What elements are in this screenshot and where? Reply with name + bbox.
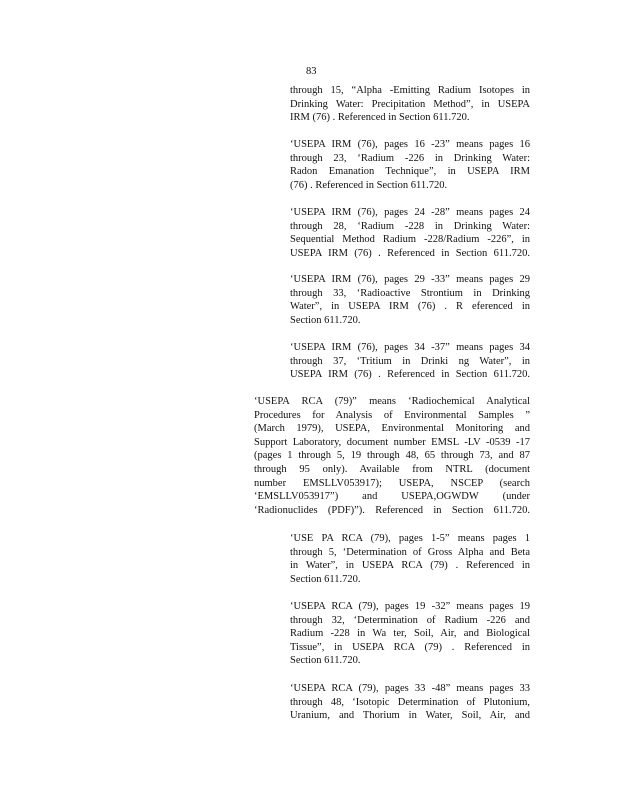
text-line: Tissue”, in USEPA RCA (79) . Referenced in <box>290 641 530 653</box>
text-line: Support Laboratory, document number EMSL -LV -0539 -17 <box>254 436 530 448</box>
text-line: ‘Radionuclides (PDF)”). Referenced in Section 611.720. <box>254 504 530 516</box>
text-line: ‘USE PA RCA (79), pages 1-5” means pages 1 <box>290 533 530 544</box>
text-line: through 28, ‘Radium -228 in Drinking Water: <box>290 220 530 232</box>
text-line: ‘USEPA IRM (76), pages 16 -23” means pages 16 <box>290 139 530 150</box>
text-line: through 23, ‘Radium -226 in Drinking Water: <box>290 152 530 164</box>
text-line: ‘USEPA RCA (79), pages 33 -48” means pages 33 <box>290 683 530 694</box>
text-line: Drinking Water: Precipitation Method”, in USEPA <box>290 98 530 110</box>
text-line: through 33, ‘Radioactive Strontium in Drinking <box>290 287 530 299</box>
text-line: through 37, ‘Tritium in Drinki ng Water”, in <box>290 355 530 367</box>
text-line: ‘USEPA RCA (79), pages 19 -32” means pages 19 <box>290 601 530 612</box>
text-line: (pages 1 through 5, 19 through 48, 65 through 73, and 87 <box>254 450 530 462</box>
text-line: in Water”, in USEPA RCA (79) . Referenced in <box>290 560 530 572</box>
text-line: IRM (76) . Referenced in Section 611.720. <box>290 112 470 124</box>
definition-paragraph-6 <box>290 532 530 586</box>
text-line: ‘USEPA IRM (76), pages 34 -37” means pages 34 <box>290 342 530 353</box>
definition-paragraph-3 <box>290 206 530 260</box>
text-line: ‘USEPA IRM (76), pages 29 -33” means pages 29 <box>290 274 530 285</box>
text-line: Radium -228 in Wa ter, Soil, Air, and Biological <box>290 628 530 640</box>
definition-paragraph-7 <box>290 600 530 668</box>
definition-paragraph-usepa-rca <box>254 395 530 517</box>
text-line: through 15, “Alpha -Emitting Radium Isotopes in <box>290 85 530 96</box>
definition-paragraph-5 <box>290 341 530 382</box>
text-line: Procedures for Analysis of Environmental Samples ” <box>254 409 530 421</box>
text-line: USEPA IRM (76) . Referenced in Section 611.720. <box>290 369 530 381</box>
text-line: through 95 only). Available from NTRL (document <box>254 463 530 475</box>
text-line: (March 1979), USEPA, Environmental Monitoring and <box>254 423 530 435</box>
definition-paragraph-2 <box>290 138 530 192</box>
text-line: Section 611.720. <box>290 655 361 667</box>
text-line: ‘EMSLLV053917”) and USEPA,OGWDW (under <box>254 491 530 503</box>
text-line: (76) . Referenced in Section 611.720. <box>290 179 448 191</box>
text-line: USEPA IRM (76) . Referenced in Section 611.720. <box>290 247 530 259</box>
text-line: ‘USEPA IRM (76), pages 24 -28” means pages 24 <box>290 207 530 218</box>
text-line: Section 611.720. <box>290 314 361 326</box>
text-line: Section 611.720. <box>290 573 361 585</box>
text-line: number EMSLLV053917); USEPA, NSCEP (search <box>254 477 530 489</box>
definition-paragraph-8 <box>290 682 530 723</box>
text-line: through 32, ‘Determination of Radium -226 and <box>290 614 530 626</box>
text-line: through 48, ‘Isotopic Determination of Plutonium, <box>290 696 530 708</box>
text-line: Radon Emanation Technique”, in USEPA IRM <box>290 166 530 178</box>
text-line: Uranium, and Thorium in Water, Soil, Air, and <box>290 710 530 722</box>
text-line: through 5, ‘Determination of Gross Alpha and Beta <box>290 546 530 558</box>
text-line: ‘USEPA RCA (79)” means ‘Radiochemical Analytical <box>254 396 530 407</box>
definition-paragraph-1 <box>290 84 530 125</box>
text-line: Water”, in USEPA IRM (76) . R eferenced in <box>290 301 530 313</box>
text-line: Sequential Method Radium -228/Radium -226”, in <box>290 234 530 246</box>
page-number: 83 <box>306 66 317 77</box>
definition-paragraph-4 <box>290 273 530 327</box>
